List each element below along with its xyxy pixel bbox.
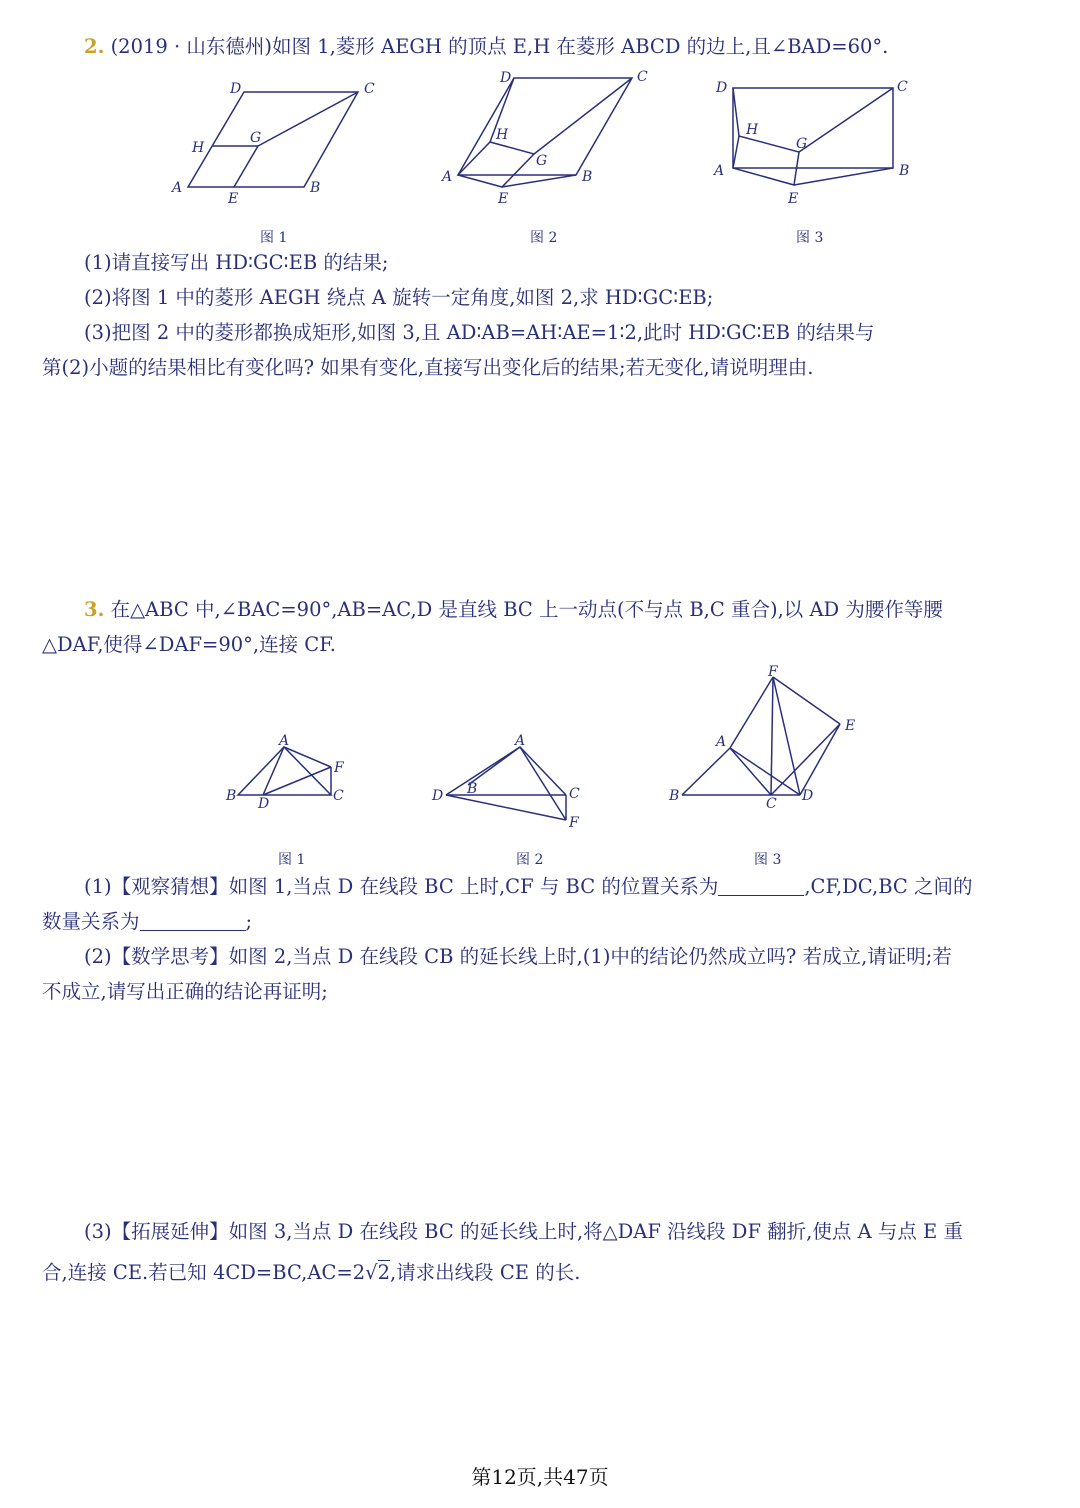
q2-figure-3-labels (712, 79, 909, 207)
label-point: A (279, 733, 290, 749)
label-point: B (226, 788, 237, 804)
label-point: D (258, 796, 270, 812)
answer-blank-quantity[interactable] (140, 910, 246, 931)
q3-sub1-text-2-end: ; (245, 910, 253, 933)
label-point: A (172, 180, 183, 196)
q3-sub2-line2: 不成立,请写出正确的结论再证明; (42, 980, 328, 1003)
page-footer: 第12页,共47页 (471, 1465, 609, 1489)
q3-sub1-line2 (42, 909, 252, 935)
answer-blank-position[interactable] (718, 875, 804, 896)
label-point: E (845, 718, 856, 734)
q3-number: 3. (84, 598, 105, 621)
label-point: C (897, 79, 908, 95)
q3-line1 (84, 597, 943, 623)
label-point: C (766, 796, 777, 812)
label-point: D (230, 81, 242, 97)
label-point: B (310, 180, 321, 196)
q3-sub1-line1 (84, 874, 973, 900)
label-point: G (796, 136, 808, 152)
q2-sub2: (2)将图 1 中的菱形 AEGH 绕点 A 旋转一定角度,如图 2,求 HD∶GC∶EB; (84, 286, 714, 309)
label-point: C (333, 788, 344, 804)
q3-stem: 在△ABC 中,∠BAC=90°,AB=AC,D 是直线 BC 上一动点(不与点 B,C 重合),以 AD 为腰作等腰 (110, 598, 943, 621)
q3-sub3-line1: (3)【拓展延伸】如图 3,当点 D 在线段 BC 的延长线上时,将△DAF 沿线段 DF 翻折,使点 A 与点 E 重 (84, 1220, 963, 1243)
label-point: E (788, 191, 799, 207)
label-point: B (899, 163, 910, 179)
label-point: H (192, 140, 205, 156)
label-point: E (228, 191, 239, 207)
label-point: G (536, 153, 548, 169)
q2-sub3-line1: (3)把图 2 中的菱形都换成矩形,如图 3,且 AD∶AB=AH∶AE=1∶2,此时 HD∶GC∶EB 的结果与 (84, 321, 875, 344)
label-point: A (716, 734, 727, 750)
q3-figure-2-labels (431, 733, 580, 831)
q3-figure-1-caption: 图 1 (278, 852, 306, 868)
label-point: H (746, 122, 759, 138)
label-point: G (250, 130, 262, 146)
label-point: D (432, 788, 444, 804)
q2-figure-3-caption: 图 3 (796, 230, 824, 246)
sqrt-radicand: 2 (377, 1261, 390, 1284)
q3-sub1-text: (1)【观察猜想】如图 1,当点 D 在线段 BC 上时,CF 与 BC 的位置关系为 (84, 875, 719, 898)
label-point: D (500, 70, 512, 86)
q2-sub3-line2: 第(2)小题的结果相比有变化吗? 如果有变化,直接写出变化后的结果;若无变化,请说明理由. (42, 356, 814, 379)
q3-figure-3-caption: 图 3 (754, 852, 782, 868)
q3-line2: △DAF,使得∠DAF=90°,连接 CF. (42, 633, 336, 656)
q2-stem: (2019 · 山东德州)如图 1,菱形 AEGH 的顶点 E,H 在菱形 ABCD 的边上,且∠BAD=60°. (110, 35, 889, 58)
q2-sub1: (1)请直接写出 HD∶GC∶EB 的结果; (84, 251, 389, 274)
q3-sub3-line2 (42, 1260, 580, 1286)
label-point: F (569, 815, 579, 831)
label-point: H (496, 127, 509, 143)
label-point: A (442, 169, 453, 185)
q3-sub3-text: 合,连接 CE.若已知 4CD=BC,AC=2 (42, 1261, 366, 1284)
label-point: C (569, 786, 580, 802)
label-point: B (669, 788, 680, 804)
q3-sub1-text-2: 数量关系为 (42, 910, 140, 933)
label-point: F (334, 760, 344, 776)
label-point: D (716, 80, 728, 96)
label-point: A (515, 733, 526, 749)
label-point: B (467, 781, 478, 797)
q3-figure-2-caption: 图 2 (516, 852, 544, 868)
label-point: C (637, 69, 648, 85)
q3-sub2-line1: (2)【数学思考】如图 2,当点 D 在线段 CB 的延长线上时,(1)中的结论仍然成立吗? 若成立,请证明;若 (84, 945, 952, 968)
q2-figure-2 (458, 78, 632, 187)
q3-figure-1-labels (225, 733, 345, 812)
q3-figure-2 (446, 747, 566, 820)
q3-sub3-text-end: ,请求出线段 CE 的长. (389, 1261, 581, 1284)
q2-figure-1-caption: 图 1 (260, 230, 288, 246)
label-point: C (364, 81, 375, 97)
label-point: D (802, 788, 814, 804)
label-point: F (768, 664, 778, 680)
label-point: E (498, 191, 509, 207)
label-point: A (714, 163, 725, 179)
q3-sub1-text-cont: ,CF,DC,BC 之间的 (804, 875, 973, 898)
q2-figure-2-caption: 图 2 (530, 230, 558, 246)
label-point: B (582, 169, 593, 185)
q2-number: 2. (84, 35, 105, 58)
q2-figure-1 (188, 92, 358, 187)
q3-figure-1 (238, 747, 331, 795)
q3-figure-3 (682, 677, 840, 795)
sqrt-sign: √ (365, 1261, 378, 1284)
